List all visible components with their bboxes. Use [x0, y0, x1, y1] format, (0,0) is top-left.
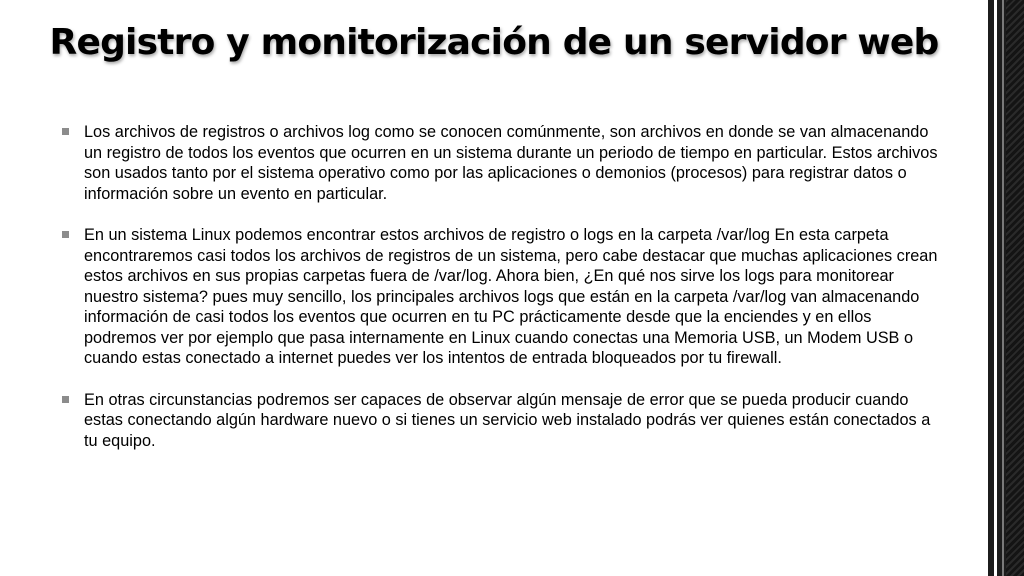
square-bullet-icon	[62, 128, 69, 135]
border-stripe	[994, 0, 997, 576]
bullet-list	[62, 122, 942, 472]
border-stripe	[1002, 0, 1004, 576]
bullet-item	[62, 225, 942, 369]
square-bullet-icon	[62, 396, 69, 403]
square-bullet-icon	[62, 231, 69, 238]
slide-title: Registro y monitorización de un servidor web	[49, 22, 939, 63]
bullet-text: En otras circunstancias podremos ser capaces de observar algún mensaje de error que se pueda producir cuando estas conectando algún hardware nuevo o si tienes un servicio web instalado podrás ver quienes están conectados a tu equipo.	[84, 390, 931, 450]
bullet-text: Los archivos de registros o archivos log como se conocen comúnmente, son archivos en donde se van almacenando un registro de todos los eventos que ocurren en un sistema durante un periodo de tiempo en particular. Estos archivos son usados tanto por el sistema operativo como por las aplicaciones o demonios (procesos) para registrar datos o información sobre un evento en particular.	[84, 123, 938, 203]
bullet-item	[62, 390, 942, 452]
decorative-side-border	[988, 0, 1024, 576]
border-texture	[1006, 0, 1024, 576]
bullet-text: En un sistema Linux podemos encontrar estos archivos de registro o logs en la carpeta /var/log En esta carpeta encontraremos casi todos los archivos de registros de un sistema, pero cabe destacar que muchas aplicaciones crean estos archivos en sus propias carpetas fuera de /var/log. Ahora bien, ¿En qué nos sirve los logs para monitorear nuestro sistema? pues muy sencillo, los principales archivos logs que están en la carpeta /var/log van almacenando información de casi todos los eventos que ocurren en tu PC prácticamente desde que la enciendes y en ellos podremos ver por ejemplo que pasa internamente en Linux cuando conectas una Memoria USB, un Modem USB o cuando estas conectado a internet puedes ver los intentos de entrada bloqueados por tu firewall.	[84, 226, 938, 367]
bullet-item	[62, 122, 942, 204]
